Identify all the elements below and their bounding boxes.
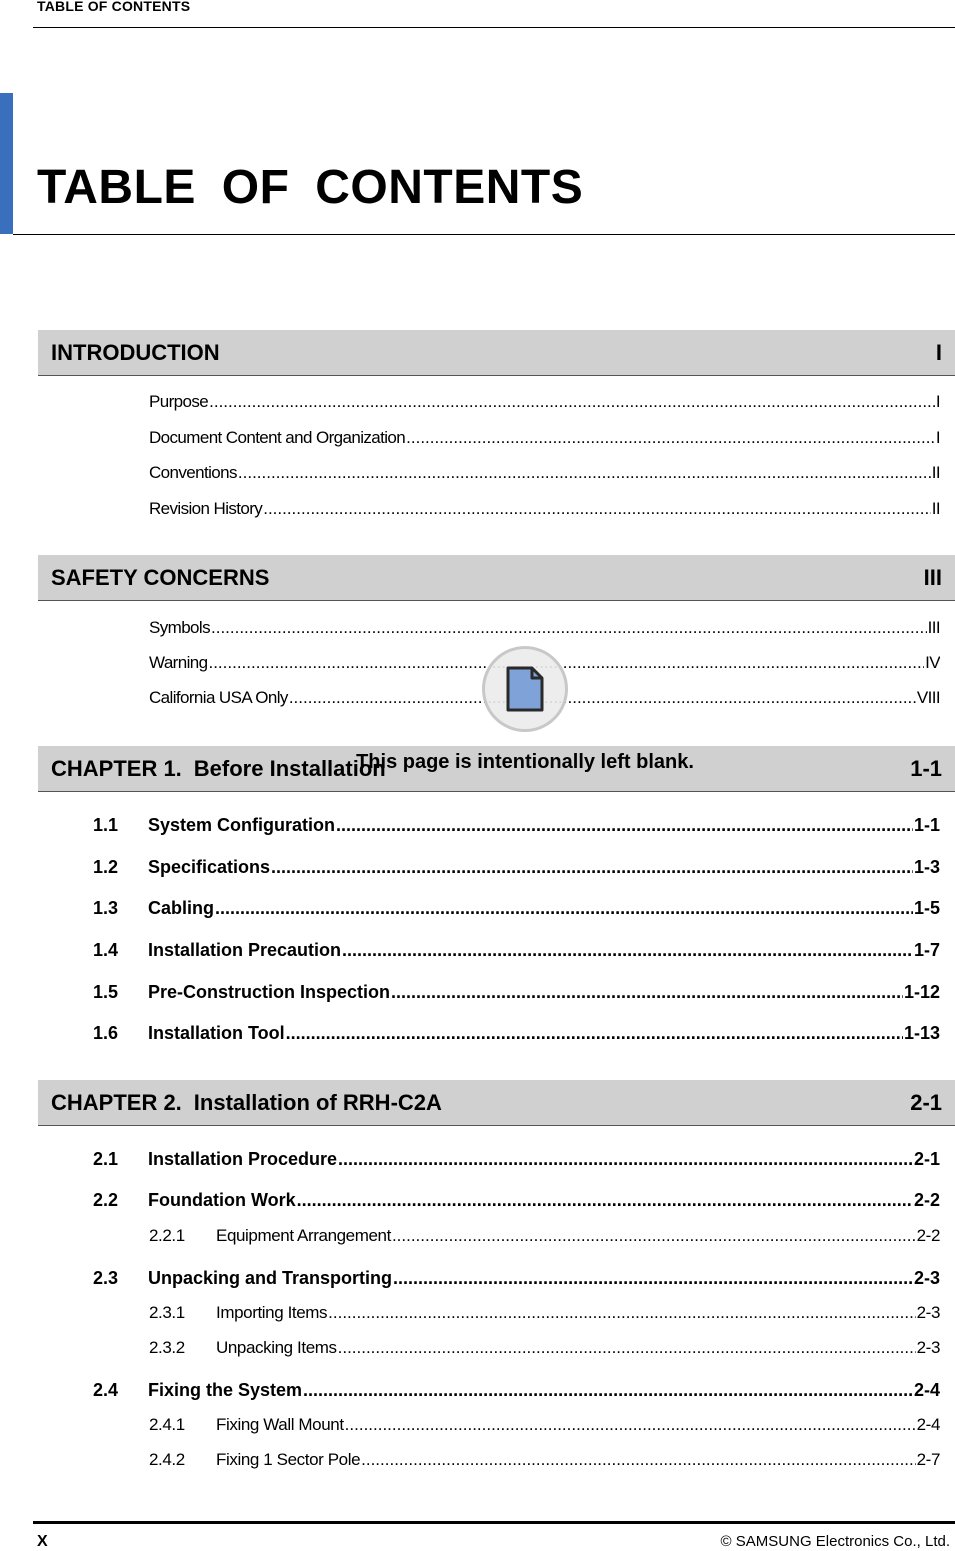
section-page: III: [923, 564, 942, 590]
toc-entry-symbols[interactable]: [149, 618, 940, 638]
entry-label: Unpacking Items: [216, 1338, 337, 1357]
entry-number: 1.6: [93, 1023, 119, 1043]
toc-entry-2-1[interactable]: [93, 1149, 940, 1170]
leader-dots: [338, 1338, 916, 1358]
entry-number: 2.3.2: [149, 1338, 185, 1357]
entry-page: 2-3: [916, 1338, 940, 1357]
entry-number: 2.3.1: [149, 1303, 185, 1322]
leader-dots: [238, 463, 931, 483]
entry-label: Foundation Work: [148, 1190, 296, 1210]
accent-bar: [0, 93, 13, 234]
entry-page: 2-2: [916, 1226, 940, 1245]
document-icon: [505, 665, 545, 713]
leader-dots: [406, 428, 935, 448]
leader-dots: [342, 940, 913, 961]
section-chapter-2: [38, 1080, 955, 1126]
entry-label: Cabling: [148, 898, 214, 918]
entry-page: 1-1: [913, 815, 940, 835]
entry-number: 2.4.2: [149, 1450, 185, 1469]
leader-dots: [209, 392, 935, 412]
toc-entry-2-2-1[interactable]: [149, 1226, 940, 1246]
entry-label: Conventions: [149, 463, 237, 482]
entry-label: Symbols: [149, 618, 210, 637]
leader-dots: [215, 898, 913, 919]
toc-entry-document-content[interactable]: [149, 428, 940, 448]
page-title: TABLE OF CONTENTS: [37, 161, 584, 214]
entry-label: Installation Tool: [148, 1023, 285, 1043]
entry-label: System Configuration: [148, 815, 336, 835]
toc-entry-2-3-2[interactable]: [149, 1338, 940, 1358]
running-header: TABLE OF CONTENTS: [37, 0, 191, 14]
entry-page: I: [935, 428, 940, 447]
entry-label: Importing Items: [216, 1303, 328, 1322]
leader-dots: [328, 1303, 915, 1323]
entry-label: Fixing the System: [148, 1380, 303, 1400]
section-label: Before Installation: [193, 755, 386, 781]
entry-number: 1.5: [93, 982, 119, 1002]
toc-entry-revision-history[interactable]: [149, 499, 940, 519]
entry-number: 1.4: [93, 940, 119, 960]
entry-page: VIII: [916, 688, 940, 707]
entry-label: Unpacking and Transporting: [148, 1268, 393, 1288]
entry-label: Revision History: [149, 499, 263, 518]
entry-label: Fixing 1 Sector Pole: [216, 1450, 361, 1469]
entry-page: 2-3: [916, 1303, 940, 1322]
leader-dots: [361, 1450, 915, 1470]
entry-number: 2.1: [93, 1149, 119, 1169]
header-rule: [33, 27, 955, 28]
toc-entry-conventions[interactable]: [149, 463, 940, 483]
entry-page: III: [927, 618, 940, 637]
leader-dots: [297, 1190, 913, 1211]
entry-label: Installation Precaution: [148, 940, 342, 960]
entry-page: 2-4: [916, 1415, 940, 1434]
overlay-badge: [482, 646, 568, 732]
entry-page: II: [931, 463, 940, 482]
toc-entry-2-4[interactable]: [93, 1380, 940, 1401]
leader-dots: [336, 815, 913, 836]
entry-page: 1-7: [913, 940, 940, 960]
entry-label: Specifications: [148, 857, 271, 877]
section-safety-concerns: [38, 555, 955, 601]
leader-dots: [303, 1380, 913, 1401]
toc-entry-1-6[interactable]: [93, 1023, 940, 1044]
chapter-number: CHAPTER 1.: [51, 755, 182, 781]
entry-label: Equipment Arrangement: [216, 1226, 391, 1245]
title-rule: [13, 234, 955, 235]
toc-entry-1-3[interactable]: [93, 898, 940, 919]
entry-page: I: [935, 392, 940, 411]
toc-entry-1-4[interactable]: [93, 940, 940, 961]
toc-entry-2-3[interactable]: [93, 1268, 940, 1289]
leader-dots: [391, 982, 903, 1003]
entry-page: 2-1: [913, 1149, 940, 1169]
leader-dots: [338, 1149, 913, 1170]
entry-label: Purpose: [149, 392, 209, 411]
entry-number: 2.4: [93, 1380, 119, 1400]
entry-number: 1.2: [93, 857, 119, 877]
entry-label: Fixing Wall Mount: [216, 1415, 344, 1434]
leader-dots: [286, 1023, 903, 1044]
section-label: Installation of RRH-C2A: [193, 1089, 442, 1115]
entry-page: IV: [925, 653, 940, 672]
copyright: © SAMSUNG Electronics Co., Ltd.: [720, 1533, 950, 1550]
section-label: INTRODUCTION: [51, 339, 220, 365]
toc-entry-1-2[interactable]: [93, 857, 940, 878]
leader-dots: [345, 1415, 916, 1435]
toc-entry-purpose[interactable]: [149, 392, 940, 412]
page-number: X: [37, 1533, 48, 1550]
entry-label: Document Content and Organization: [149, 428, 406, 447]
blank-page-message: This page is intentionally left blank.: [356, 751, 694, 773]
entry-label: California USA Only: [149, 688, 288, 707]
entry-page: 1-13: [903, 1023, 940, 1043]
entry-number: 2.2: [93, 1190, 119, 1210]
entry-page: II: [931, 499, 940, 518]
toc-entry-2-3-1[interactable]: [149, 1303, 940, 1323]
entry-number: 1.1: [93, 815, 119, 835]
entry-number: 2.3: [93, 1268, 119, 1288]
footer-rule: [33, 1521, 955, 1524]
section-introduction: [38, 330, 955, 376]
section-page: I: [935, 339, 942, 365]
entry-page: 1-12: [903, 982, 940, 1002]
entry-page: 1-5: [913, 898, 940, 918]
entry-page: 2-2: [913, 1190, 940, 1210]
section-page: 1-1: [910, 755, 942, 781]
toc-entry-2-4-1[interactable]: [149, 1415, 940, 1435]
section-page: 2-1: [910, 1089, 942, 1115]
entry-number: 2.2.1: [149, 1226, 185, 1245]
toc-entry-2-2[interactable]: [93, 1190, 940, 1211]
entry-page: 2-3: [913, 1268, 940, 1288]
leader-dots: [263, 499, 931, 519]
blank-page-overlay: [345, 646, 705, 786]
entry-number: 1.3: [93, 898, 119, 918]
entry-number: 2.4.1: [149, 1415, 185, 1434]
chapter-number: CHAPTER 2.: [51, 1089, 182, 1115]
entry-page: 2-7: [916, 1450, 940, 1469]
entry-page: 1-3: [913, 857, 940, 877]
toc-entry-1-5[interactable]: [93, 982, 940, 1003]
leader-dots: [393, 1268, 913, 1289]
entry-label: Installation Procedure: [148, 1149, 338, 1169]
toc-entry-1-1[interactable]: [93, 815, 940, 836]
entry-page: 2-4: [913, 1380, 940, 1400]
leader-dots: [392, 1226, 916, 1246]
leader-dots: [271, 857, 913, 878]
entry-label: Pre-Construction Inspection: [148, 982, 391, 1002]
toc-entry-2-4-2[interactable]: [149, 1450, 940, 1470]
leader-dots: [211, 618, 927, 638]
section-label: SAFETY CONCERNS: [51, 564, 270, 590]
entry-label: Warning: [149, 653, 208, 672]
